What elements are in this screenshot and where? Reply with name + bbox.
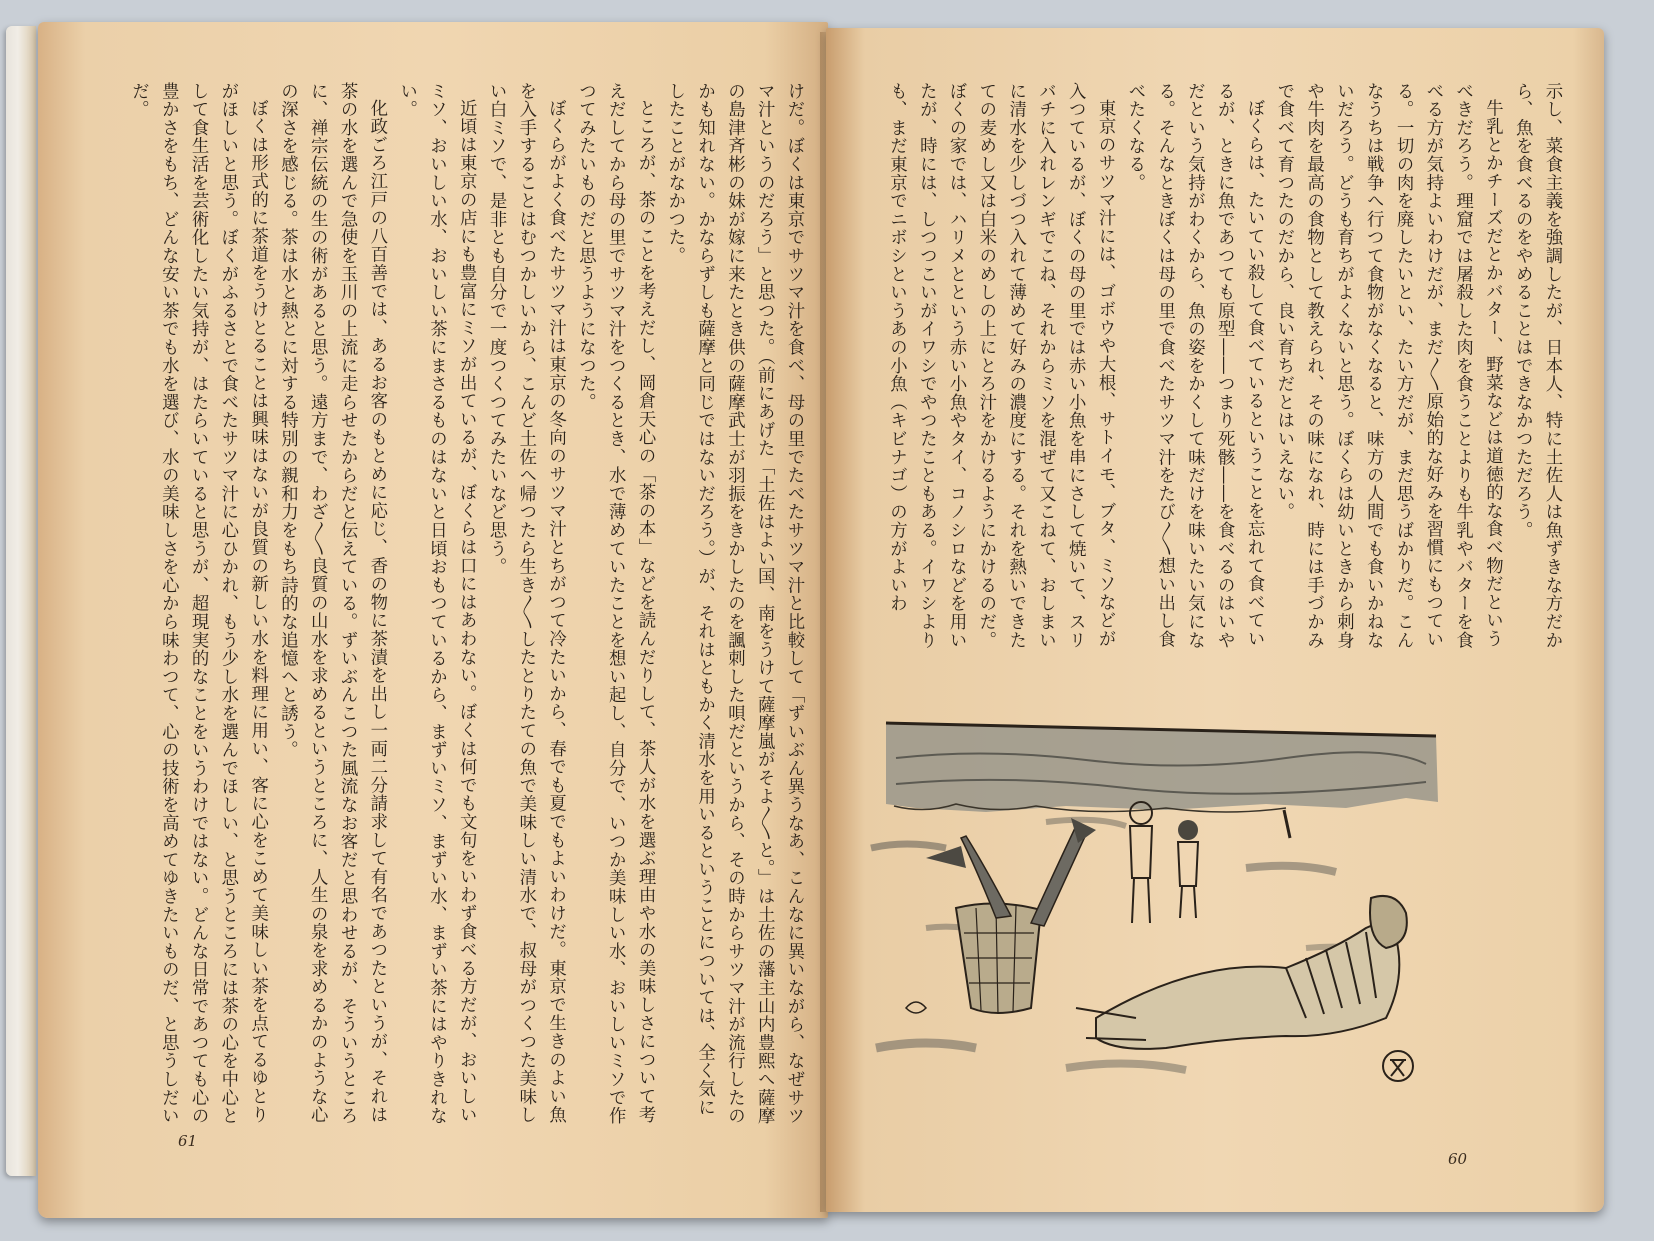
paragraph: ぼくらは、たいてい殺して食べているということを忘れて食べているが、ときに魚であつても原型――つまり死骸――を食べるのはいやだという気持がわくから、魚の姿をかくして味だけを味いたい気になる。そんなときぼくは母の里で食べたサツマ汁をたび〳〵想い出し食べたくなる。 [1124, 82, 1265, 650]
paragraph: 東京のサツマ汁には、ゴボウや大根、サトイモ、ブタ、ミソなどが入つているが、ぼくの母の里では赤い小魚を串にさして焼いて、スリバチに入れレンギでこね、それからミソを混ぜて又こねて、おしまいに清水を少しづつ入れて薄めて好みの濃度にする。それを熱いできたての麦めし又は白米のめしの上にとろ汁をかけるようにかけるのだ。ぼくの家では、ハリメとという赤い小魚やタイ、コノシロなどを用いたが、時には、しつつこいがイワシでやつたこともある。イワシよりも、まだ東京でニボシというあの小魚（キビナゴ）の方がよいわ [886, 82, 1116, 650]
paragraph: 示し、菜食主義を強調したが、日本人、特に土佐人は魚ずきな方だから、魚を食べるのをやめることはできなかつただろう。 [1512, 82, 1562, 650]
paragraph: 牛乳とかチーズだとかバター、野菜などは道徳的な食べ物だというべきだろう。理窟では屠殺した肉を食うことよりも牛乳やバターを食べる方が気持よいわけだが、まだ〳〵原始的な好みを習慣にもつている。一切の肉を廃したいとい、たい方だが、まだ思うばかりだ。こんなうちは戦争へ行つて食物がなくなると、味方の人間でも食いかねないだろう。どうも育ちがよくないと思う。ぼくらは幼いときから刺身や牛肉を最高の食物として教えられ、その味になれ、時には手づかみで食べて育つたのだから、良い育ちだとはいえない。 [1273, 82, 1503, 650]
paragraph: ぼくらがよく食べたサツマ汁は東京の冬向のサツマ汁とちがつて冷たいから、春でも夏でもよいわけだ。東京で生きのよい魚を入手することはむつかしいから、こんど土佐へ帰つたら生き〳〵したとりたての魚で美味しい清水で、叔母がつくつた美味しい白ミソで、是非とも自分で一度つくつてみたいなど思う。 [486, 82, 566, 1125]
paragraph: けだ。ぼくは東京でサツマ汁を食べ、母の里でたべたサツマ汁と比較して「ずいぶん異うなあ、こんなに異いながら、なぜサツマ汁というのだろう」と思つた。（前にあげた「土佐はよい国、南をうけて薩摩嵐がそよ〳〵と。」は土佐の藩主山内豊熙へ薩摩の島津斉彬の妹が嫁に来たとき供の薩摩武士が羽振をきかしたのを諷刺した唄だというから、その時からサツマ汁が流行したのかも知れない。かならずしも薩摩と同じではないだろう。）が、それはともかく清水を用いるということについては、全く気にしたことがなかつた。 [664, 82, 804, 1126]
artist-signature-mark [1378, 1046, 1418, 1086]
page-number: 60 [1448, 1150, 1468, 1168]
paragraph: ぼくは形式的に茶道をうけとることは興味はないが良質の新しい水を料理に用い、客に心をこめて美味しい茶を点てるゆとりがほしいと思う。ぼくがふるさとで食べたサツマ汁に心ひかれ、もう少し水を選んでほしい、と思うところには茶の心を中心として食生活を芸術化したい気持が、はたらいていると思うが、超現実的なことをいうわけではない。どんな日常であつても心の豊かさをもち、どんな安い茶でも水を選び、水の美味しさを心から味わつて、心の技術を高めてゆきたいものだ、と思うしだいだ。 [128, 82, 268, 1126]
right-page-text [886, 82, 1566, 662]
paragraph: ところが、茶のことを考えだし、岡倉天心の「茶の本」などを読んだりして、茶人が水を選ぶ理由や水の美味しさについて考えだしてから母の里でサツマ汁をつくるとき、水で薄めていたことを想い起し、自分で、いつか美味しい水、おいしいミソで作つてみたいものだと思うようになつた。 [575, 82, 656, 1126]
paragraph: 近頃は東京の店にも豊富にミソが出ているが、ぼくらは口にはあわない。ぼくは何でも文句をいわず食べる方だが、おいしいミソ、おいしい水、おいしい茶にまさるものはないと日頃おもつているから、まずいミソ、まずい水、まずい茶にはやりきれない。 [396, 82, 477, 1126]
beach-illustration [866, 718, 1466, 1128]
paragraph: 化政ごろ江戸の八百善では、あるお客のもとめに応じ、香の物に茶漬を出し一両二分請求して有名であつたというが、それは茶の水を選んで急使を玉川の上流に走らせたからだと伝えている。ずいぶんこつた風流なお客だと思わせるが、そういうところに、禅宗伝統の生の術があると思う。遠方まで、わざ〳〵良質の山水を求めるというところに、人生の泉を求めるかのような心の深さを感じる。茶は水と熱とに対する特別の親和力をもち詩的な追憶へと誘う。 [277, 82, 387, 1126]
open-book [14, 22, 1614, 1218]
left-page-text [128, 82, 808, 1132]
right-page [826, 28, 1604, 1212]
illustration-drawing [866, 718, 1466, 1128]
left-page [38, 22, 828, 1218]
page-number: 61 [178, 1132, 198, 1150]
